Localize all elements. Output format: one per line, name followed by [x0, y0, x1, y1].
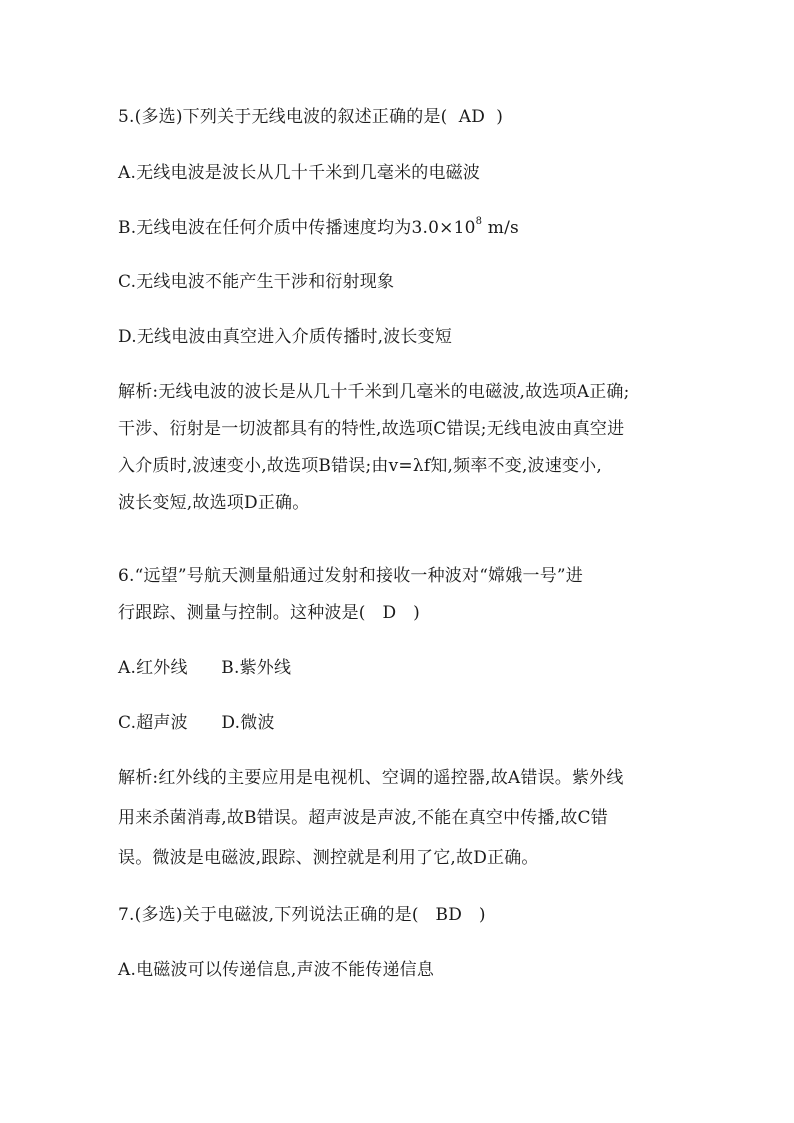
question-6-stem-text: 行跟踪、测量与控制。这种波是( — [118, 603, 366, 623]
question-5-stem-text: 5.(多选)下列关于无线电波的叙述正确的是( — [118, 107, 448, 127]
question-6-analysis-line: 误。微波是电磁波,跟踪、测控就是利用了它,故D正确。 — [118, 848, 539, 868]
question-7-answer: BD — [435, 905, 463, 925]
question-7-option-a: A.电磁波可以传递信息,声波不能传递信息 — [118, 960, 435, 980]
question-5-stem — [118, 105, 688, 129]
question-6-stem-line1: 6.“远望”号航天测量船通过发射和接收一种波对“嫦娥一号”进 — [118, 566, 583, 586]
question-7-stem — [118, 903, 688, 927]
question-7-stem-close: ) — [478, 905, 486, 925]
question-6-analysis-line: 解析:红外线的主要应用是电视机、空调的遥控器,故A错误。紫外线 — [118, 768, 624, 788]
question-5-analysis-line: 干涉、衍射是一切波都具有的特性,故选项C错误;无线电波由真空进 — [118, 419, 625, 439]
question-5-answer: AD — [458, 107, 486, 127]
question-5-option-d: D.无线电波由真空进入介质传播时,波长变短 — [118, 327, 453, 347]
question-7-stem-text: 7.(多选)关于电磁波,下列说法正确的是( — [118, 905, 419, 925]
question-6-stem-close: ) — [413, 603, 420, 623]
question-5-option-a: A.无线电波是波长从几十千米到几毫米的电磁波 — [118, 163, 481, 183]
question-5-analysis-line: 解析:无线电波的波长是从几十千米到几毫米的电磁波,故选项A正确; — [118, 382, 630, 402]
question-5-option-b — [118, 216, 688, 240]
option-b-exponent: 8 — [475, 216, 483, 228]
question-6-options-row-2: C.超声波 D.微波 — [118, 713, 275, 733]
question-5-stem-close: ) — [496, 107, 504, 127]
question-6-analysis-line: 用来杀菌消毒,故B错误。超声波是声波,不能在真空中传播,故C错 — [118, 808, 608, 828]
question-5-analysis-line: 入介质时,波速变小,故选项B错误;由v=λf知,频率不变,波速变小, — [118, 456, 602, 476]
question-6-options-row-1: A.红外线 B.紫外线 — [118, 658, 292, 678]
option-b-unit: m/s — [482, 218, 519, 238]
question-5-option-c: C.无线电波不能产生干涉和衍射现象 — [118, 272, 395, 292]
question-6-answer: D — [382, 603, 397, 623]
option-b-text: B.无线电波在任何介质中传播速度均为3.0×10 — [118, 218, 476, 238]
question-6-stem-line2 — [118, 601, 688, 625]
question-5-analysis-line: 波长变短,故选项D正确。 — [118, 493, 310, 513]
